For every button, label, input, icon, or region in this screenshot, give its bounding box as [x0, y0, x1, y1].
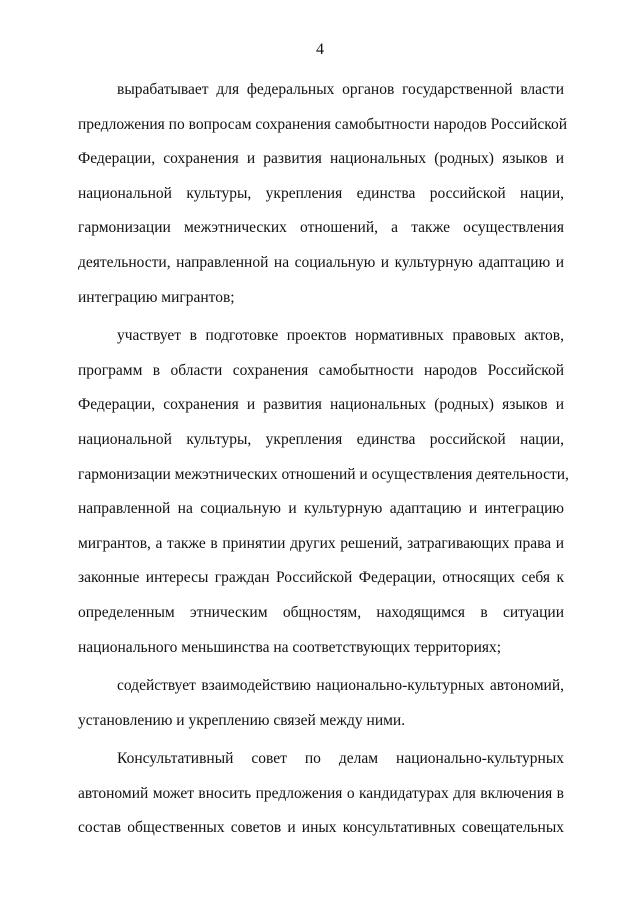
text-line: Федерации, сохранения и развития национальных (родных) языков и [78, 150, 564, 168]
text-line: участвует в подготовке проектов нормативных правовых актов, [117, 327, 564, 345]
text-line: мигрантов, а также в принятии других решений, затрагивающих права и [78, 534, 564, 552]
text-line: национального меньшинства на соответствующих территориях; [78, 638, 502, 656]
text-line: национальной культуры, укрепления единства российской нации, [78, 430, 564, 448]
paragraph-2 [78, 323, 569, 669]
page-number: 4 [316, 41, 324, 58]
text-line: гармонизации межэтнических отношений и осуществления деятельности, [78, 465, 569, 483]
text-line: законные интересы граждан Российской Федерации, относящих себя к [78, 569, 564, 587]
text-line: состав общественных советов и иных консультативных совещательных [78, 819, 564, 837]
text-line: деятельности, направленной на социальную и культурную адаптацию и [78, 253, 564, 271]
text-line: Федерации, сохранения и развития национальных (родных) языков и [78, 396, 564, 414]
paragraph-4 [78, 746, 564, 850]
text-line: интеграцию мигрантов; [78, 288, 235, 306]
text-line: направленной на социальную и культурную адаптацию и интеграцию [78, 500, 564, 518]
text-line: автономий может вносить предложения о кандидатурах для включения в [78, 784, 564, 802]
text-line: национальной культуры, укрепления единства российской нации, [78, 184, 564, 202]
paragraph-3 [78, 673, 564, 742]
text-line: вырабатывает для федеральных органов государственной власти [117, 81, 564, 98]
text-line: предложения по вопросам сохранения самобытности народов Российской [78, 115, 568, 133]
text-line: содействует взаимодействию национально-культурных автономий, [117, 677, 564, 695]
text-line: установлению и укреплению связей между ними. [78, 711, 406, 729]
document-body [78, 77, 569, 850]
text-line: программ в области сохранения самобытности народов Российской [78, 361, 564, 379]
text-line: Консультативный совет по делам национально-культурных [117, 750, 564, 768]
text-line: определенным этническим общностям, находящимся в ситуации [78, 603, 564, 621]
text-line: гармонизации межэтнических отношений, а также осуществления [78, 219, 564, 237]
paragraph-1 [78, 77, 568, 319]
